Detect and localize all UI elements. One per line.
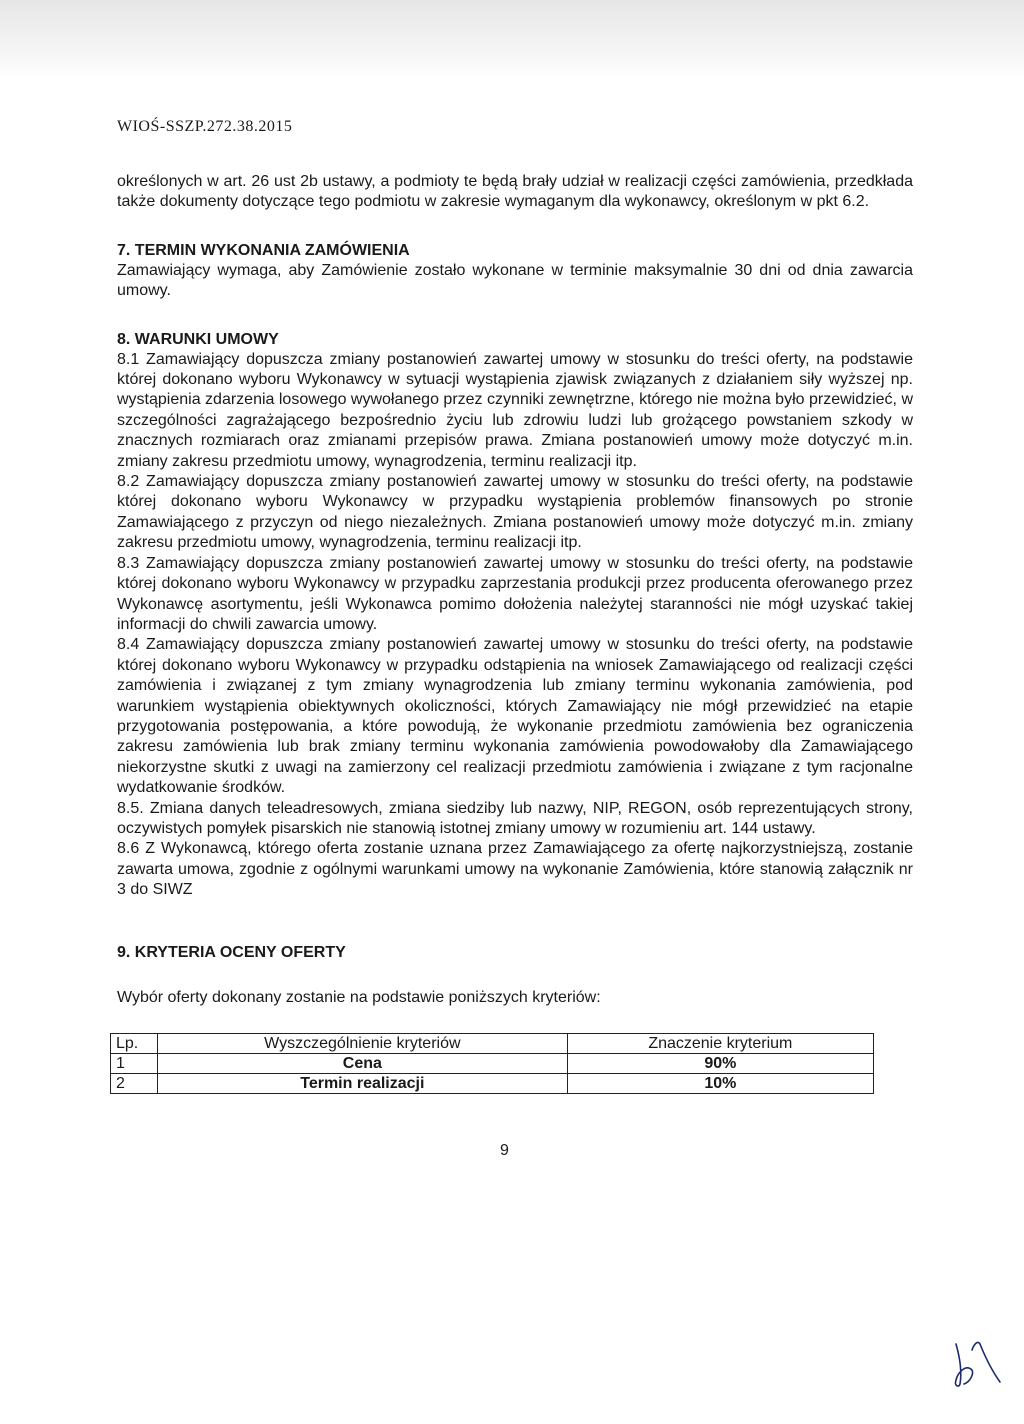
table-row <box>111 1073 874 1093</box>
document-page <box>117 118 913 1160</box>
section-7-text: Zamawiający wymaga, aby Zamówienie zostało wykonane w terminie maksymalnie 30 dni od dnia zawarcia umowy. <box>117 261 913 300</box>
clause-8-4: 8.4 Zamawiający dopuszcza zmiany postanowień zawartej umowy w stosunku do treści oferty, na podstawie której dokonano wyboru Wykonawcy w przypadku odstąpienia na wniosek Zamawiającego od realizacji części zamówienia i związanej z tym zmiany wynagrodzenia lub zmiany terminu wykonania zamówienia, pod warunkiem wystąpienia obiektywnych okoliczności, których Zamawiający nie mógł przewidzieć na etapie przygotowania postępowania, a które powodują, że wykonanie przedmiotu zamówienia bez ograniczenia zakresu zamówienia lub brak zmiany terminu wykonania zamówienia powodowałoby dla Zamawiającego niekorzystne skutki z uwagi na zamierzony cel realizacji przedmiotu zamówienia i związane z tym racjonalne wydatkowanie środków. <box>117 636 913 797</box>
page-number: 9 <box>500 1141 509 1159</box>
section-7-heading: 7. TERMIN WYKONANIA ZAMÓWIENIA <box>117 241 410 259</box>
clause-8-6: 8.6 Z Wykonawcą, którego oferta zostanie uznana przez Zamawiającego za ofertę najkorzystniejszą, zostanie zawarta umowa, zgodnie z ogólnymi warunkami umowy na wykonanie Zamówienia, które stanowią załącznik nr 3 do SIWZ <box>117 840 913 899</box>
clause-8-2: 8.2 Zamawiający dopuszcza zmiany postanowień zawartej umowy w stosunku do treści oferty, na podstawie której dokonano wyboru Wykonawcy w przypadku wystąpienia problemów finansowych po stronie Zamawiającego z przyczyn od niego niezależnych. Zmiana postanowień umowy może dotyczyć m.in. zmiany zakresu przedmiotu umowy, wynagrodzenia, terminu realizacji itp. <box>117 473 913 552</box>
section-8-heading: 8. WARUNKI UMOWY <box>117 330 279 348</box>
document-reference: WIOŚ-SSZP.272.38.2015 <box>117 118 293 135</box>
table-header-row <box>111 1033 874 1053</box>
continuation-paragraph: określonych w art. 26 ust 2b ustawy, a podmioty te będą brały udział w realizacji części zamówienia, przedkłada także dokumenty dotyczące tego podmiotu w zakresie wymaganym dla wykonawcy, określonym w pkt 6.2. <box>117 173 913 211</box>
row-1-weight: 90% <box>567 1053 873 1073</box>
header-weight: Znaczenie kryterium <box>567 1033 873 1053</box>
table-row <box>111 1053 874 1073</box>
clause-8-3: 8.3 Zamawiający dopuszcza zmiany postanowień zawartej umowy w stosunku do treści oferty, na podstawie której dokonano wyboru Wykonawcy w przypadku zaprzestania produkcji przez producenta oferowanego przez Wykonawcę asortymentu, jeśli Wykonawca pomimo dołożenia należytej staranności nie mógł uzyskać takiej informacji do chwili zawarcia umowy. <box>117 554 913 633</box>
row-2-criterion: Termin realizacji <box>158 1073 568 1093</box>
criteria-intro: Wybór oferty dokonany zostanie na podstawie poniższych kryteriów: <box>117 988 601 1006</box>
scan-shadow <box>0 0 1024 80</box>
row-1-lp: 1 <box>111 1053 158 1073</box>
clause-8-5: 8.5. Zmiana danych teleadresowych, zmiana siedziby lub nazwy, NIP, REGON, osób reprezentujących strony, oczywistych pomyłek pisarskich nie stanowią istotnej zmiany umowy w rozumieniu art. 144 ustawy. <box>117 799 913 837</box>
section-9-heading: 9. KRYTERIA OCENY OFERTY <box>117 943 346 961</box>
clause-8-1: 8.1 Zamawiający dopuszcza zmiany postanowień zawartej umowy w stosunku do treści oferty, na podstawie której dokonano wyboru Wykonawcy w sytuacji wystąpienia zjawisk związanych z działaniem siły wyższej np. wystąpienia zdarzenia losowego wywołanego przez czynniki zewnętrzne, którego nie można było przewidzieć, w szczególności zagrażającego bezpośrednio życiu lub zdrowiu ludzi lub grożącego powstaniem szkody w znacznych rozmiarach oraz zmianami przepisów prawa. Zmiana postanowień umowy może dotyczyć m.in. zmiany zakresu przedmiotu umowy, wynagrodzenia, terminu realizacji itp. <box>117 350 913 470</box>
handwritten-initials <box>950 1334 1006 1390</box>
row-2-weight: 10% <box>567 1073 873 1093</box>
row-1-criterion: Cena <box>158 1053 568 1073</box>
header-lp: Lp. <box>111 1033 158 1053</box>
header-criterion: Wyszczególnienie kryteriów <box>158 1033 568 1053</box>
criteria-table <box>110 1033 874 1094</box>
row-2-lp: 2 <box>111 1073 158 1093</box>
